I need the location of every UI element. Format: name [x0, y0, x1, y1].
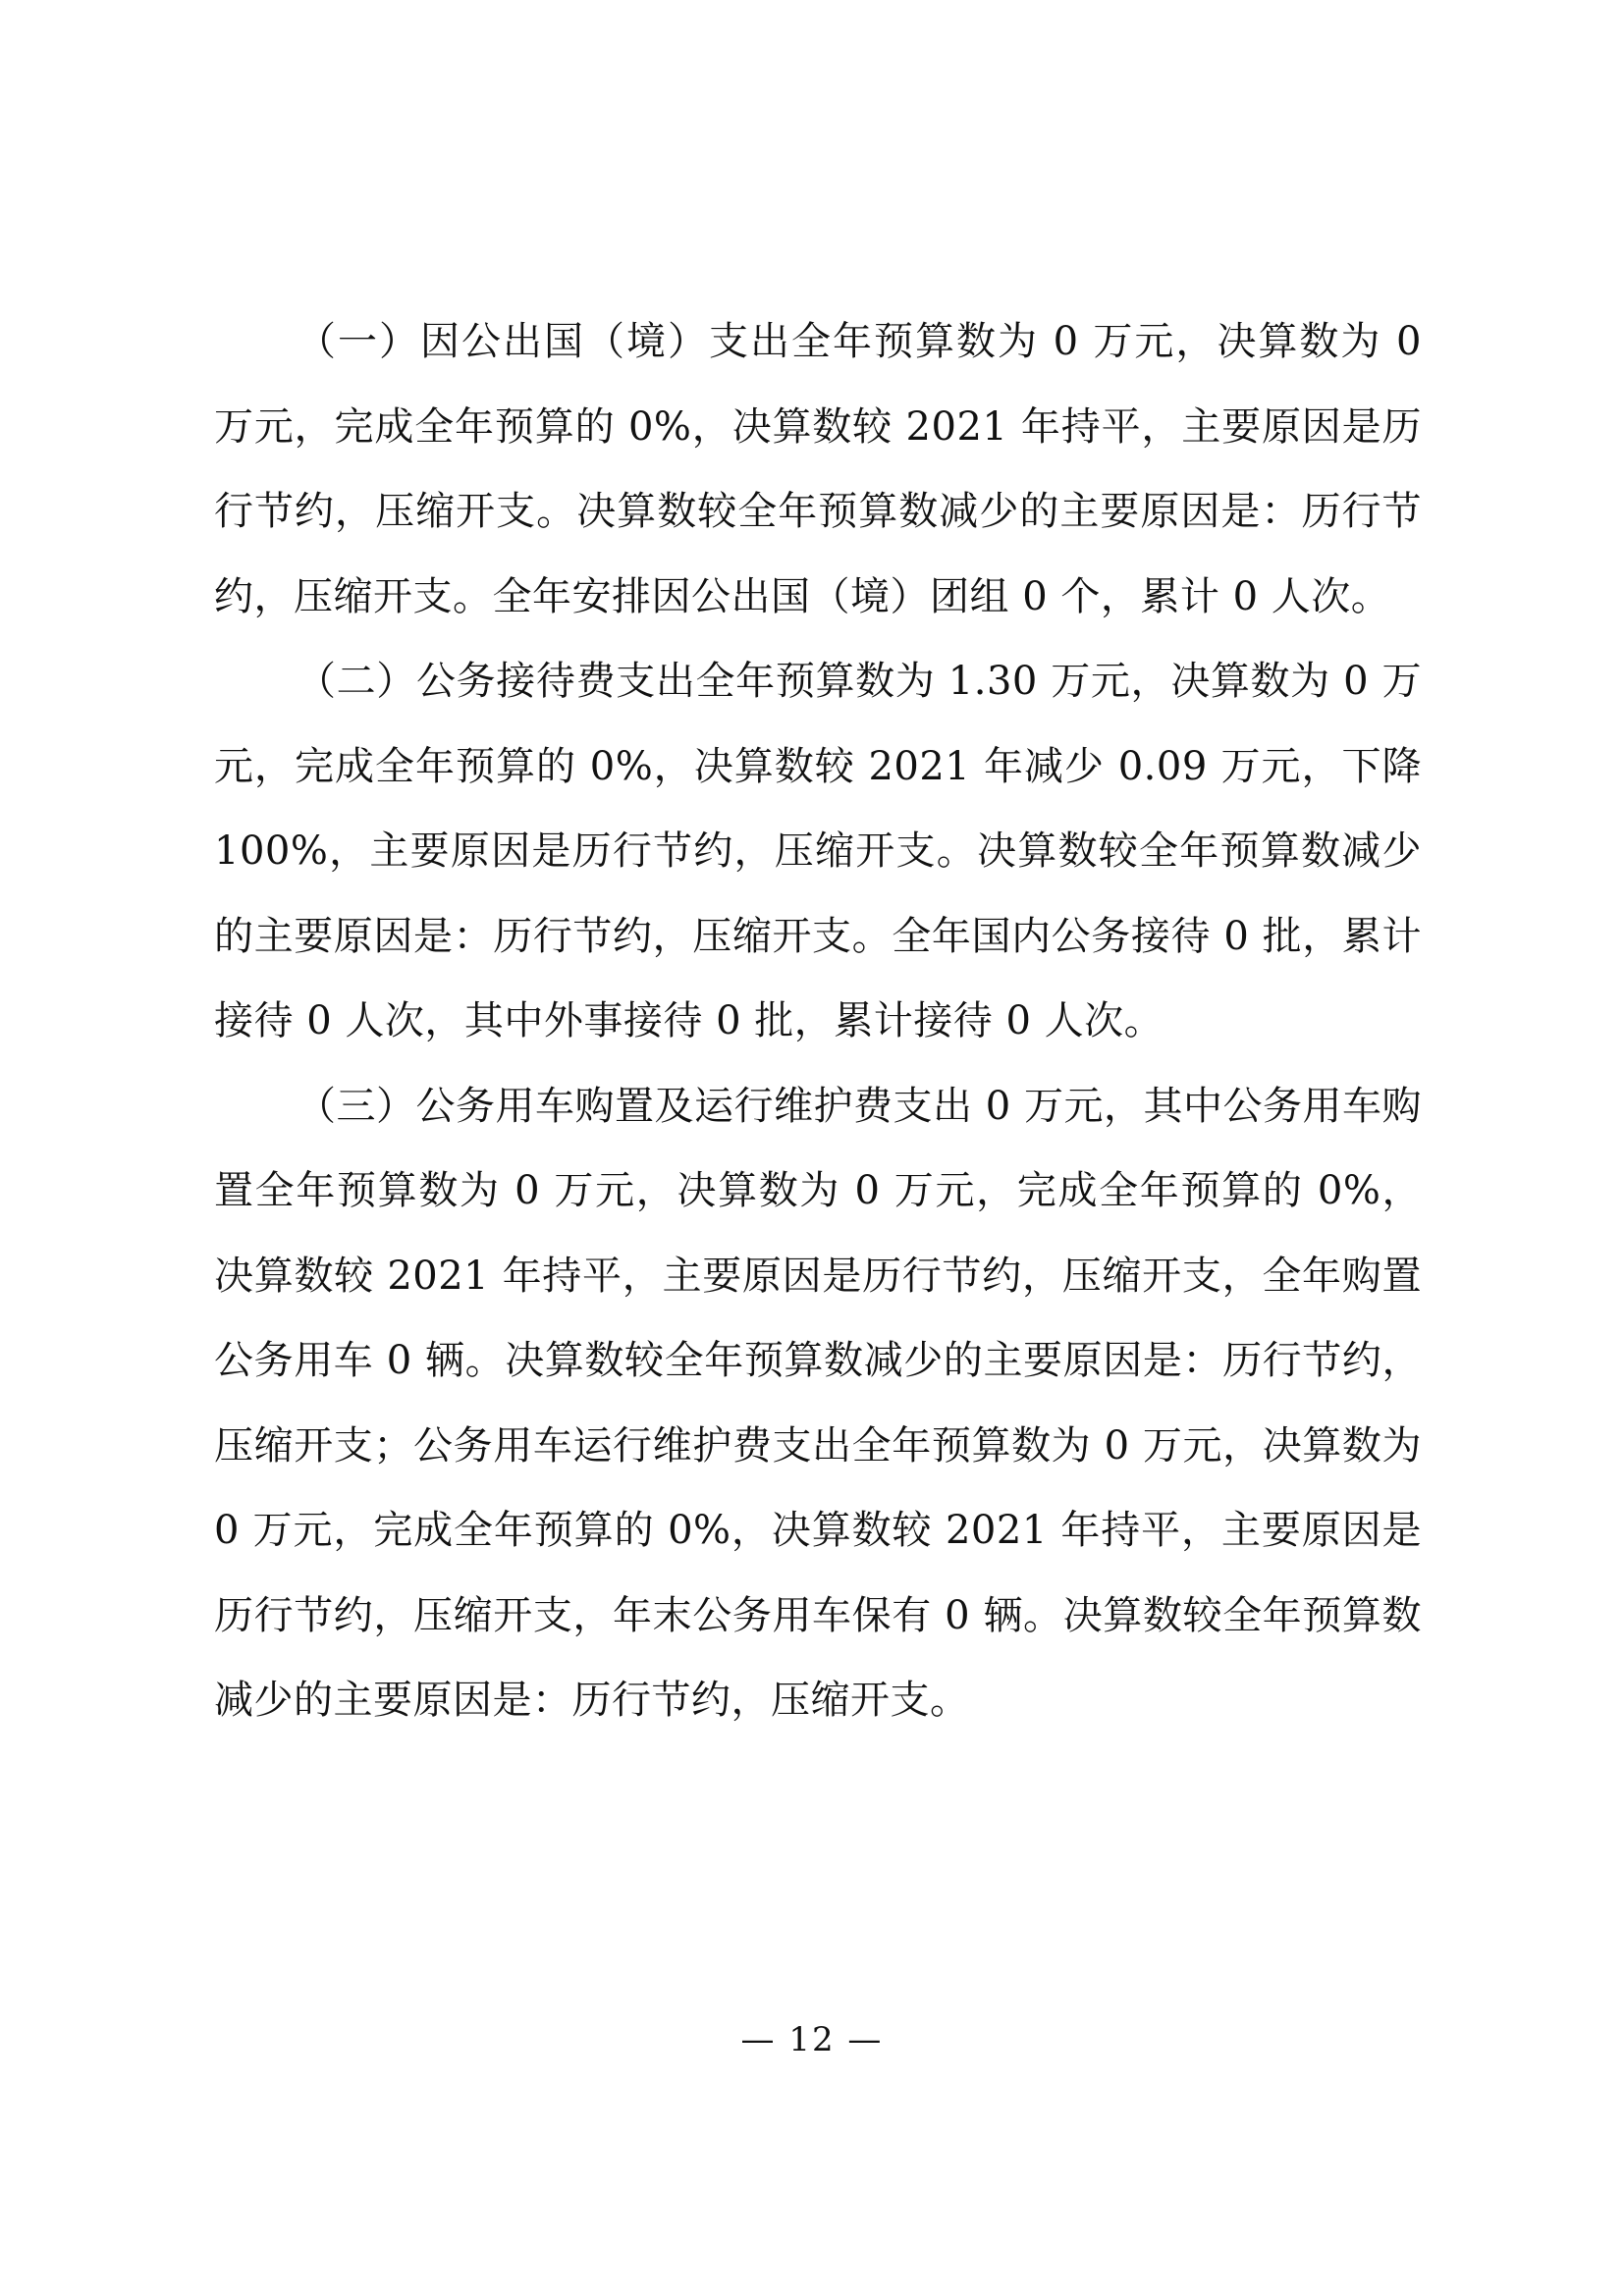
paragraph-overseas-travel: （一）因公出国（境）支出全年预算数为 0 万元，决算数为 0 万元，完成全年预算的 0%，决算数较 2021 年持平，主要原因是历行节约，压缩开支。决算数较全年预算数减少的主要原因是：历行节约，压缩开支。全年安排因公出国（境）团组 0 个，累计 0 人次。 [214, 319, 1422, 619]
page-number: — 12 — [740, 2020, 884, 2059]
document-body [214, 299, 1422, 1743]
paragraph-official-vehicles: （三）公务用车购置及运行维护费支出 0 万元，其中公务用车购置全年预算数为 0 万元，决算数为 0 万元，完成全年预算的 0%，决算数较 2021 年持平，主要原因是历行节约，压缩开支，全年购置公务用车 0 辆。决算数较全年预算数减少的主要原因是：历行节约，压缩开支；公务用车运行维护费支出全年预算数为 0 万元，决算数为 0 万元，完成全年预算的 0%，决算数较 2021 年持平，主要原因是历行节约，压缩开支，年末公务用车保有 0 辆。决算数较全年预算数减少的主要原因是：历行节约，压缩开支。 [214, 1083, 1422, 1723]
paragraph-official-reception: （二）公务接待费支出全年预算数为 1.30 万元，决算数为 0 万元，完成全年预算的 0%，决算数较 2021 年减少 0.09 万元，下降 100%，主要原因是历行节约，压缩开支。决算数较全年预算数减少的主要原因是：历行节约，压缩开支。全年国内公务接待 0 批，累计接待 0 人次，其中外事接待 0 批，累计接待 0 人次。 [214, 659, 1422, 1043]
